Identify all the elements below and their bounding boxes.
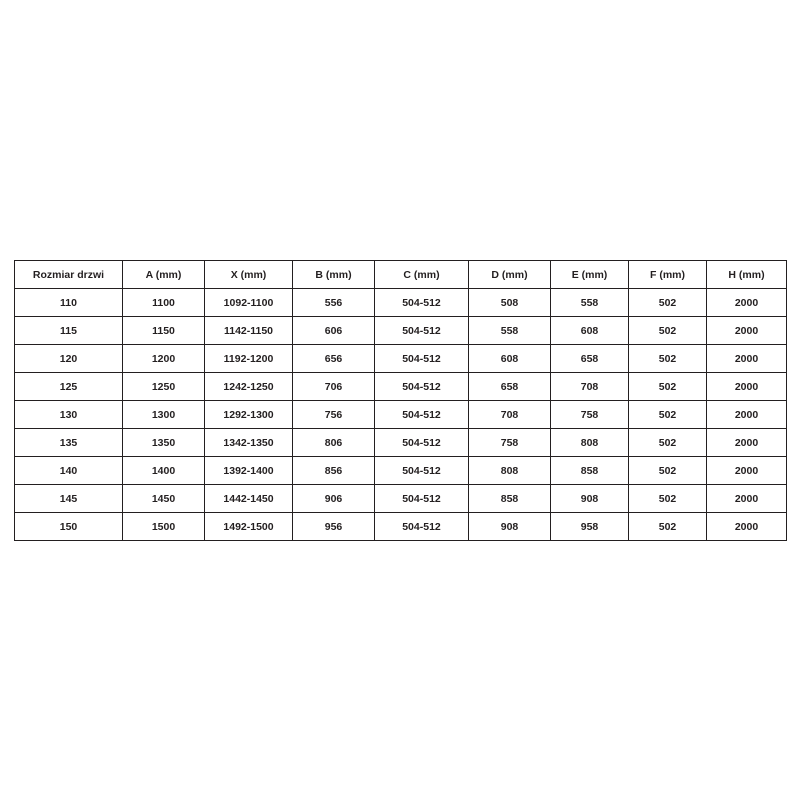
cell-x: 1142-1150 [205, 317, 293, 345]
cell-a: 1200 [123, 345, 205, 373]
cell-f: 502 [629, 373, 707, 401]
column-header-x: X (mm) [205, 261, 293, 289]
cell-a: 1350 [123, 429, 205, 457]
cell-c: 504-512 [375, 429, 469, 457]
cell-x: 1442-1450 [205, 485, 293, 513]
cell-size: 125 [15, 373, 123, 401]
cell-d: 858 [469, 485, 551, 513]
cell-d: 758 [469, 429, 551, 457]
cell-a: 1400 [123, 457, 205, 485]
cell-h: 2000 [707, 317, 787, 345]
cell-e: 808 [551, 429, 629, 457]
cell-d: 508 [469, 289, 551, 317]
cell-c: 504-512 [375, 485, 469, 513]
cell-f: 502 [629, 513, 707, 541]
column-header-rozmiar-drzwi: Rozmiar drzwi [15, 261, 123, 289]
cell-size: 110 [15, 289, 123, 317]
cell-c: 504-512 [375, 513, 469, 541]
cell-e: 958 [551, 513, 629, 541]
cell-size: 145 [15, 485, 123, 513]
cell-b: 706 [293, 373, 375, 401]
cell-x: 1392-1400 [205, 457, 293, 485]
cell-size: 120 [15, 345, 123, 373]
cell-h: 2000 [707, 485, 787, 513]
cell-b: 906 [293, 485, 375, 513]
cell-size: 150 [15, 513, 123, 541]
table-row [15, 457, 787, 485]
cell-size: 140 [15, 457, 123, 485]
table-row [15, 429, 787, 457]
door-size-spec-table [14, 260, 787, 541]
table-row [15, 485, 787, 513]
cell-b: 856 [293, 457, 375, 485]
cell-c: 504-512 [375, 289, 469, 317]
cell-d: 608 [469, 345, 551, 373]
cell-b: 556 [293, 289, 375, 317]
cell-x: 1242-1250 [205, 373, 293, 401]
cell-size: 130 [15, 401, 123, 429]
cell-f: 502 [629, 457, 707, 485]
cell-f: 502 [629, 401, 707, 429]
cell-size: 135 [15, 429, 123, 457]
cell-b: 756 [293, 401, 375, 429]
column-header-e: E (mm) [551, 261, 629, 289]
cell-d: 908 [469, 513, 551, 541]
cell-e: 708 [551, 373, 629, 401]
cell-c: 504-512 [375, 317, 469, 345]
table-row [15, 401, 787, 429]
cell-e: 558 [551, 289, 629, 317]
cell-b: 606 [293, 317, 375, 345]
table-row [15, 373, 787, 401]
cell-f: 502 [629, 485, 707, 513]
cell-d: 558 [469, 317, 551, 345]
table-row [15, 317, 787, 345]
cell-e: 858 [551, 457, 629, 485]
cell-x: 1492-1500 [205, 513, 293, 541]
cell-b: 656 [293, 345, 375, 373]
table-body [15, 289, 787, 541]
column-header-d: D (mm) [469, 261, 551, 289]
table-header-row [15, 261, 787, 289]
cell-d: 808 [469, 457, 551, 485]
cell-a: 1250 [123, 373, 205, 401]
cell-x: 1292-1300 [205, 401, 293, 429]
table-row [15, 513, 787, 541]
cell-a: 1100 [123, 289, 205, 317]
cell-a: 1300 [123, 401, 205, 429]
cell-c: 504-512 [375, 457, 469, 485]
table-header [15, 261, 787, 289]
column-header-f: F (mm) [629, 261, 707, 289]
cell-f: 502 [629, 289, 707, 317]
table-row [15, 289, 787, 317]
cell-h: 2000 [707, 401, 787, 429]
cell-f: 502 [629, 429, 707, 457]
spec-table-container [14, 260, 786, 541]
cell-h: 2000 [707, 289, 787, 317]
cell-e: 608 [551, 317, 629, 345]
cell-f: 502 [629, 345, 707, 373]
cell-e: 658 [551, 345, 629, 373]
cell-e: 758 [551, 401, 629, 429]
table-row [15, 345, 787, 373]
column-header-a: A (mm) [123, 261, 205, 289]
cell-c: 504-512 [375, 373, 469, 401]
cell-h: 2000 [707, 429, 787, 457]
column-header-h: H (mm) [707, 261, 787, 289]
cell-a: 1450 [123, 485, 205, 513]
cell-c: 504-512 [375, 401, 469, 429]
cell-h: 2000 [707, 513, 787, 541]
cell-h: 2000 [707, 345, 787, 373]
cell-h: 2000 [707, 457, 787, 485]
cell-a: 1150 [123, 317, 205, 345]
cell-f: 502 [629, 317, 707, 345]
cell-x: 1342-1350 [205, 429, 293, 457]
cell-h: 2000 [707, 373, 787, 401]
cell-x: 1192-1200 [205, 345, 293, 373]
cell-size: 115 [15, 317, 123, 345]
cell-d: 708 [469, 401, 551, 429]
column-header-b: B (mm) [293, 261, 375, 289]
cell-d: 658 [469, 373, 551, 401]
cell-a: 1500 [123, 513, 205, 541]
cell-x: 1092-1100 [205, 289, 293, 317]
column-header-c: C (mm) [375, 261, 469, 289]
cell-b: 806 [293, 429, 375, 457]
cell-c: 504-512 [375, 345, 469, 373]
cell-b: 956 [293, 513, 375, 541]
cell-e: 908 [551, 485, 629, 513]
